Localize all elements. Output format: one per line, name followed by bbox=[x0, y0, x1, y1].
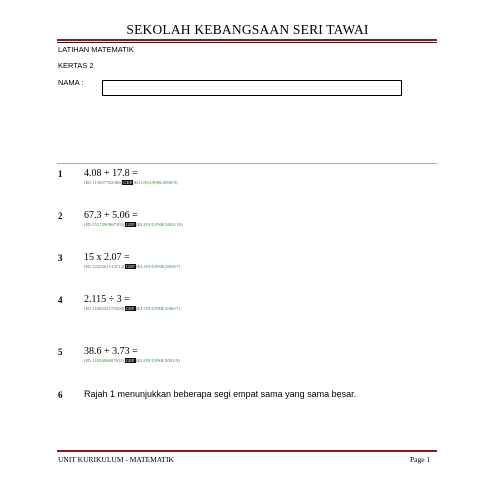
reference-highlight: GEF bbox=[125, 222, 135, 227]
exercise-label: LATIHAN MATEMATIK bbox=[58, 45, 134, 54]
question-expression: 38.6 + 3.73 = bbox=[84, 346, 138, 357]
question-number: 6 bbox=[58, 390, 63, 400]
school-title: SEKOLAH KEBANGSAAN SERI TAWAI bbox=[126, 22, 369, 37]
question-expression: 15 x 2.07 = bbox=[84, 252, 130, 263]
reference-source: )KLON/UPSR/2006/7) bbox=[135, 306, 181, 311]
question-reference bbox=[84, 358, 180, 363]
reference-highlight: GEF bbox=[125, 306, 135, 311]
question-reference bbox=[84, 222, 183, 227]
section-divider bbox=[57, 163, 437, 164]
question-reference bbox=[84, 264, 180, 269]
header-rule bbox=[57, 39, 437, 41]
reference-source: )KLON/UPSR/2008/7) bbox=[135, 264, 181, 269]
question-number: 4 bbox=[58, 295, 63, 305]
reference-highlight: GEF bbox=[125, 358, 135, 363]
reference-id: (ID:1163406697631( bbox=[84, 358, 125, 363]
paper-label: KERTAS 2 bbox=[58, 61, 94, 70]
question-number: 3 bbox=[58, 253, 63, 263]
question-number: 5 bbox=[58, 347, 63, 357]
question-text: Rajah 1 menunjukkan beberapa segi empat sama yang sama besar. bbox=[84, 389, 357, 399]
name-field[interactable] bbox=[102, 80, 402, 96]
page-number: Page 1 bbox=[410, 455, 431, 464]
footer-unit: UNIT KURIKULUM - MATEMATIK bbox=[58, 455, 174, 464]
question-expression: 67.3 + 5.06 = bbox=[84, 210, 138, 221]
question-reference bbox=[84, 306, 180, 311]
question-expression: 4.08 + 17.8 = bbox=[84, 168, 138, 179]
reference-id: (ID:1168242578308( bbox=[84, 306, 125, 311]
question-number: 2 bbox=[58, 211, 63, 221]
question-expression: 2.115 ÷ 3 = bbox=[84, 294, 130, 305]
header-rule-thin bbox=[57, 42, 437, 43]
reference-highlight: GEF bbox=[125, 264, 135, 269]
question-reference bbox=[84, 180, 178, 185]
question-number: 1 bbox=[58, 169, 63, 179]
reference-id: (ID:1557290867391( bbox=[84, 222, 125, 227]
footer-rule bbox=[57, 450, 437, 452]
reference-source: )KLON/UPSR/2002/10) bbox=[135, 222, 183, 227]
reference-id: (ID:1222361514712( bbox=[84, 264, 125, 269]
reference-source: )KLON/UPSR/2001/9) bbox=[135, 358, 181, 363]
reference-id: (ID:115657702386( bbox=[84, 180, 123, 185]
reference-highlight: GEF bbox=[123, 180, 133, 185]
name-label: NAMA : bbox=[58, 78, 84, 87]
reference-source: )KLON/UPSR/2000/9) bbox=[133, 180, 178, 185]
